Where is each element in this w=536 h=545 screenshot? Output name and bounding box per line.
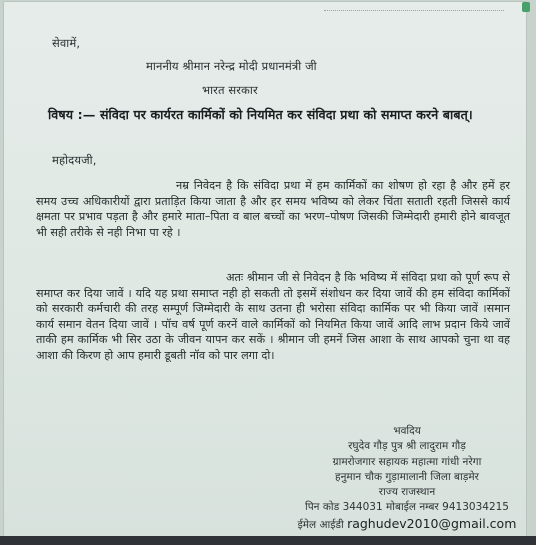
- sender-address: हनुमान चौक गुड़ामालानी जिला बाड़मेर: [335, 470, 479, 483]
- email-address: raghudev2010@gmail.com: [347, 515, 517, 531]
- addressee: माननीय श्रीमान नरेन्द्र मोदी प्रधानमंत्री जी: [146, 59, 317, 73]
- bottom-dark-strip: [0, 536, 536, 545]
- pin-mobile: पिन कोड 344031 मोबाईल नम्बर 9413034215: [304, 501, 509, 514]
- paragraph-1: नम्र निवेदन है कि संविदा प्रथा में हम कार्मिकों का शोषण हो रहा है और हमें हर समय उच्च अधिकारीयों द्वारा प्रताड़ित किया जाता है और हर समय भविष्य को लेकर चिंता सताती रहती जिससे कार्य क्षमता पर प्रभाव पड़ता है और हमारे माता–पिता व बाल बच्चों का भरण–पोषण जिसकी जिम्मेदारी हमारी होने बावजूत भी सही तरीके से नही निभा पा रहे ।: [36, 179, 510, 239]
- subject-line: विषय :— संविदा पर कार्यरत कार्मिकों को नियमित कर संविदा प्रथा को समाप्त करने बाबत्।: [48, 107, 473, 122]
- greeting: महोदयजी,: [52, 153, 97, 167]
- salutation: सेवामें,: [52, 36, 81, 50]
- letter-page: [4, 2, 526, 536]
- email-label: ईमेल आईडी: [297, 518, 344, 531]
- signature-block: [292, 424, 522, 533]
- top-dotted-marks: [324, 10, 504, 15]
- sender-name: रघुदेव गौड़ पुत्र श्री लादुराम गौड़: [348, 440, 466, 453]
- government-name: भारत सरकार: [202, 83, 258, 97]
- email-row: [292, 516, 522, 533]
- closing: भवदिय: [393, 425, 421, 437]
- corner-marker: [522, 2, 530, 12]
- sender-state: राज्य राजस्थान: [378, 486, 436, 499]
- paragraph-2: अतः श्रीमान जी से निवेदन है कि भविष्य में संविदा प्रथा को पूर्ण रूप से समाप्त कर दिया जावें । यदि यह प्रथा समाप्त नही हो सकती तो इसमें संशोधन कर दिया जावें की हम संविदा कार्मिकों को सरकारी कर्मचारी की तरह सम्पूर्ण जिम्मेदारी के साथ उतना ही भरोसा संविदा कार्मिक पर भी किया जावें ।समान कार्य समान वेतन दिया जावें । पॉच वर्ष पूर्ण करनें वाले कार्मिकों को नियमित किया जावें आदि लाभ प्रदान किये जावें ताकी हम कार्मिक भी सिर उठा के जीवन यापन कर सकें । श्रीमान जी हमनें जिस आशा के साथ आपको चुना था वह आशा की किरण हो आप हमारी डूबती नॉव को पार लगा दो।: [36, 271, 510, 362]
- sender-designation: ग्रामरोजगार सहायक महात्मा गांधी नरेगा: [332, 455, 482, 468]
